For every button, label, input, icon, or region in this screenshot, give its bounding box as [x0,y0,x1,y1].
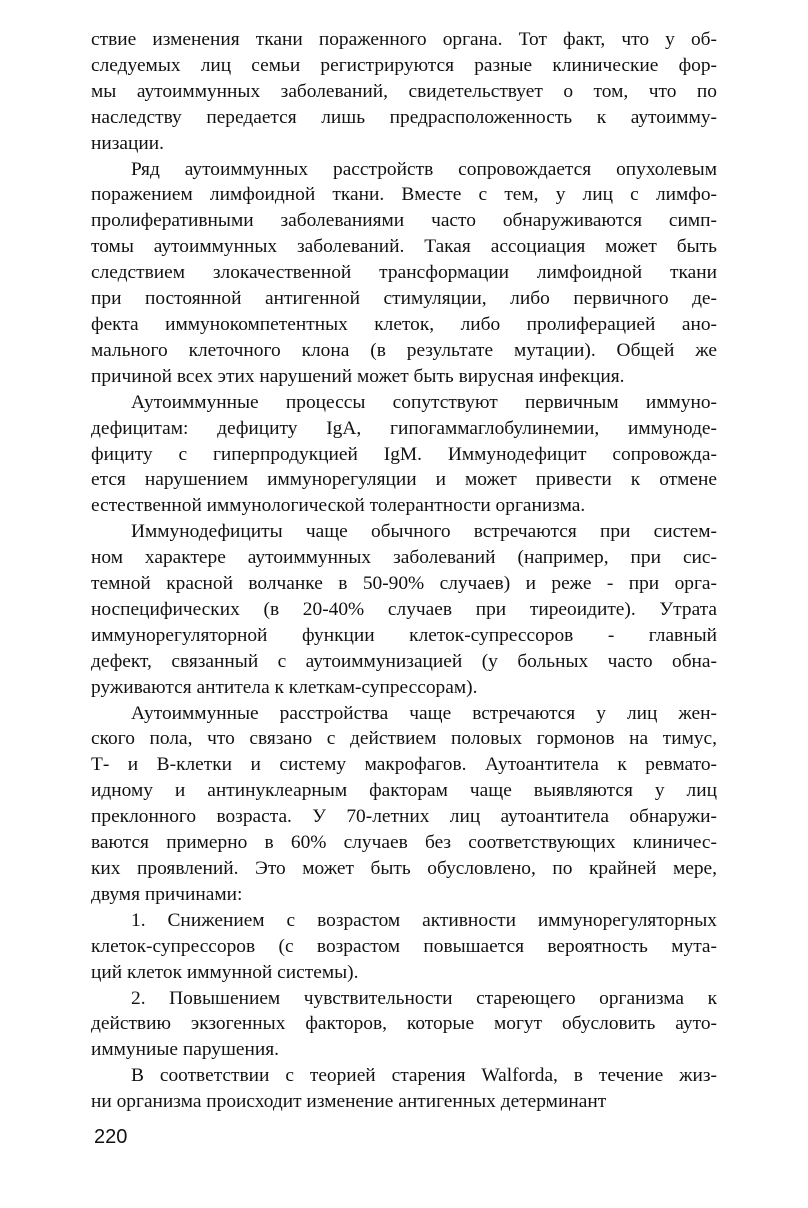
text-line: фекта иммунокомпетентных клеток, либо пролиферацией ано- [91,313,717,335]
text-line: клеток-супрессоров (с возрастом повышается вероятность мута- [91,935,717,957]
text-line: Ряд аутоиммунных расстройств сопровождается опухолевым [131,158,717,180]
text-line: ном характере аутоиммунных заболеваний (например, при сис- [91,547,717,569]
text-line: действию экзогенных факторов, которые могут обусловить ауто- [91,1013,717,1035]
text-line: двумя причинами: [91,883,243,905]
text-line: ни организма происходит изменение антигенных детерминант [91,1091,607,1113]
text-line: дефицитам: дефициту IgA, гипогаммаглобулинемии, иммуноде- [91,417,717,439]
text-line: Аутоиммунные процессы сопутствуют первичным иммуно- [131,391,717,413]
text-line: ется нарушением иммунорегуляции и может привести к отмене [91,469,717,491]
text-line: причиной всех этих нарушений может быть вирусная инфекция. [91,365,625,387]
paragraph-p8 [91,1063,717,1115]
text-line: темной красной волчанке в 50-90% случаев) и реже - при орга- [91,573,717,595]
text-line: ций клеток иммунной системы). [91,961,359,983]
text-line: мы аутоиммунных заболеваний, свидетельствует о том, что по [91,80,717,102]
text-line: пролиферативными заболеваниями часто обнаруживаются симп- [91,210,717,232]
text-line: иммуниые парушения. [91,1039,280,1061]
text-line: дефект, связанный с аутоиммунизацией (у больных часто обна- [91,650,717,672]
text-line: иммунорегуляторной функции клеток-супрессоров - главный [91,624,717,646]
paragraph-p5 [91,701,717,908]
text-line: ваются примерно в 60% случаев без соответствующих клиничес- [91,832,717,854]
text-line: наследству передается лишь предрасположенность к аутоимму- [91,106,717,128]
text-line: руживаются антитела к клеткам-супрессорам). [91,676,478,698]
text-line: ского пола, что связано с действием половых гормонов на тимус, [91,728,717,750]
page-body [91,27,717,1115]
text-line: 2. Повышением чувствительности стареющего организма к [131,987,717,1009]
page-number: 220 [94,1126,128,1148]
text-line: Иммунодефициты чаще обычного встречаются при систем- [131,521,717,543]
text-line: мального клеточного клона (в результате мутации). Общей же [91,339,717,361]
text-line: следуемых лиц семьи регистрируются разные клинические фор- [91,54,717,76]
text-line: Т- и В-клетки и систему макрофагов. Аутоантитела к ревмато- [91,754,717,776]
paragraph-p4 [91,519,717,700]
text-line: ких проявлений. Это может быть обусловлено, по крайней мере, [91,858,717,879]
text-line: поражением лимфоидной ткани. Вместе с тем, у лиц с лимфо- [91,184,717,206]
paragraph-p2 [91,157,717,390]
text-line: Аутоиммунные расстройства чаще встречаются у лиц жен- [131,702,717,724]
text-line: ствие изменения ткани пораженного органа. Тот факт, что у об- [91,29,717,50]
text-line: идному и антинуклеарным факторам чаще выявляются у лиц [91,780,717,802]
text-line: томы аутоиммунных заболеваний. Такая ассоциация может быть [91,236,717,258]
text-line: следствием злокачественной трансформации лимфоидной ткани [91,262,717,284]
text-line: 1. Снижением с возрастом активности иммунорегуляторных [131,909,717,931]
text-line: В соответствии с теорией старения Walforda, в течение жиз- [131,1065,717,1087]
text-line: при постоянной антигенной стимуляции, либо первичного де- [91,288,717,310]
text-line: преклонного возраста. У 70-летних лиц аутоантитела обнаружи- [91,806,717,828]
text-line: носпецифических (в 20-40% случаев при тиреоидите). Утрата [91,598,717,620]
paragraph-p1 [91,27,717,157]
paragraph-p3 [91,390,717,520]
paragraph-p6 [91,908,717,986]
paragraph-p7 [91,986,717,1064]
text-line: фициту с гиперпродукцией IgM. Иммунодефицит сопровожда- [91,443,717,465]
text-line: низации. [91,132,164,154]
text-line: естественной иммунологической толерантности организма. [91,495,586,517]
